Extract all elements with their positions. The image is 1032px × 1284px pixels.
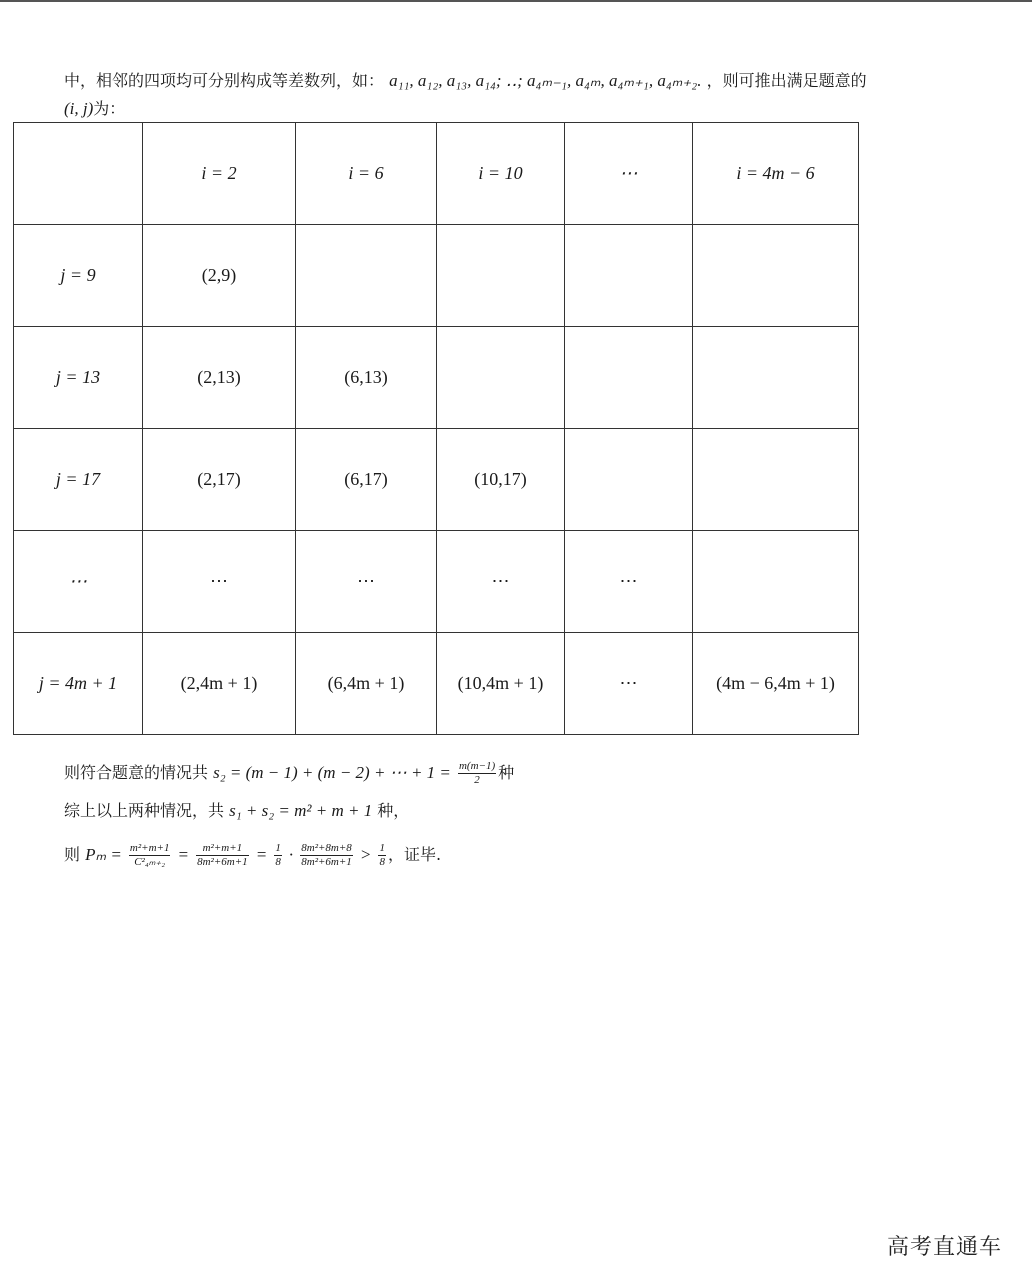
- conclusion-line-3: [64, 842, 441, 869]
- table-cell: (2,4m + 1): [143, 633, 296, 735]
- table-cell: ⋯: [565, 633, 693, 735]
- pm-fraction-5: $\frac{1}{8}$: [379, 842, 385, 868]
- table-cell: [693, 531, 859, 633]
- table-cell: [565, 225, 693, 327]
- pm-fraction-4: $\frac{\text{8m²+8m+8}}{\text{8m²+6m+1}}$: [301, 842, 352, 868]
- conclusion-tail-3: ，证毕.: [387, 845, 442, 864]
- table-cell: (6,4m + 1): [296, 633, 437, 735]
- table-cell: (4m − 6,4m + 1): [693, 633, 859, 735]
- dot-operator: ·: [288, 845, 294, 864]
- table-header-cell: i = 4m − 6: [693, 123, 859, 225]
- table-row: [14, 327, 859, 429]
- s2-formula: s₂ = (m − 1) + (m − 2) + ⋯ + 1 =: [213, 763, 451, 782]
- intro-pair-math: (i, j): [64, 99, 94, 118]
- pm-fraction-3: $\frac{1}{8}$: [275, 842, 281, 868]
- conclusion-text-2: 综上以上两种情况，共: [64, 801, 225, 820]
- intro-text: 中，相邻的四项均可分别构成等差数列，如：: [64, 71, 385, 90]
- pm-fraction-1: $\frac{\text{m²+m+1}}{\text{C²₄ₘ₊₂}}$: [129, 842, 170, 868]
- s2-fraction: $\frac{m(m-1)}{2}$: [458, 760, 496, 786]
- table-cell: ⋯: [437, 531, 565, 633]
- equals-sign: =: [255, 845, 268, 864]
- table-cell: (2,17): [143, 429, 296, 531]
- table-cell: [693, 225, 859, 327]
- intro-sequence-math: a₁₁, a₁₂, a₁₃, a₁₄; ‥; a₄ₘ₋₁, a₄ₘ, a₄ₘ₊₁, a₄ₘ₊₂.: [389, 71, 702, 90]
- table-cell: (10,4m + 1): [437, 633, 565, 735]
- table-cell: (6,13): [296, 327, 437, 429]
- intro-tail: ，则可推出满足题意的: [706, 71, 867, 90]
- watermark: 高考直通车: [886, 1235, 1002, 1260]
- table-cell: ⋯: [565, 531, 693, 633]
- table-header-cell: i = 2: [143, 123, 296, 225]
- table-header-cell: ⋯: [565, 123, 693, 225]
- sum-formula: s₁ + s₂ = m² + m + 1: [229, 801, 373, 820]
- table-cell: (2,9): [143, 225, 296, 327]
- table-row-label: j = 13: [14, 327, 143, 429]
- table-cell: ⋯: [296, 531, 437, 633]
- table-cell: ⋯: [143, 531, 296, 633]
- table-header-row: [14, 123, 859, 225]
- table-row-label: j = 9: [14, 225, 143, 327]
- table-row-label: j = 17: [14, 429, 143, 531]
- conclusion-tail-1: 种: [498, 763, 515, 782]
- table-row: [14, 225, 859, 327]
- table-cell: (10,17): [437, 429, 565, 531]
- conclusion-text-3: 则: [64, 845, 81, 864]
- conclusion-tail-2: 种，: [377, 801, 410, 820]
- intro-text-2: 为：: [93, 99, 126, 118]
- table-cell: (6,17): [296, 429, 437, 531]
- table-header-cell: [14, 123, 143, 225]
- table-row: [14, 633, 859, 735]
- table-cell: [565, 429, 693, 531]
- conclusion-text-1: 则符合题意的情况共: [64, 763, 209, 782]
- table-row-label: j = 4m + 1: [14, 633, 143, 735]
- top-border: [0, 0, 1032, 2]
- pairs-table: [13, 122, 859, 735]
- table-cell: [565, 327, 693, 429]
- table-cell: [693, 327, 859, 429]
- intro-line-1: [64, 70, 867, 92]
- table-row-label: ⋯: [14, 531, 143, 633]
- table-header-cell: i = 6: [296, 123, 437, 225]
- pm-label: Pₘ =: [85, 845, 122, 864]
- table-cell: [693, 429, 859, 531]
- equals-sign: =: [177, 845, 190, 864]
- table-row: [14, 429, 859, 531]
- greater-than-sign: >: [359, 845, 372, 864]
- table-cell: [296, 225, 437, 327]
- table-row: [14, 531, 859, 633]
- conclusion-line-2: [64, 800, 409, 822]
- conclusion-line-1: [64, 760, 514, 787]
- table-cell: (2,13): [143, 327, 296, 429]
- table-cell: [437, 225, 565, 327]
- pm-fraction-2: $\frac{\text{m²+m+1}}{\text{8m²+6m+1}}$: [197, 842, 248, 868]
- table-header-cell: i = 10: [437, 123, 565, 225]
- intro-line-2: [64, 98, 125, 120]
- table-cell: [437, 327, 565, 429]
